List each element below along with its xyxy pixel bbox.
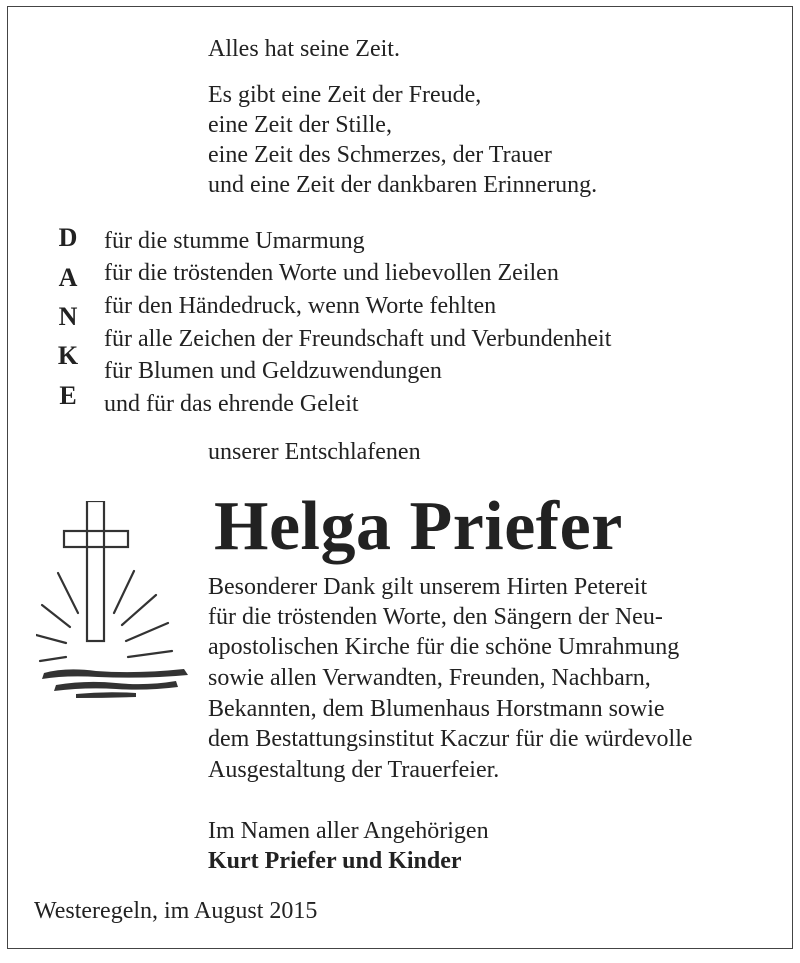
- special-thanks-line: Ausgestaltung der Trauerfeier.: [208, 757, 500, 783]
- danke-letter: E: [59, 381, 77, 410]
- poem-line: eine Zeit der Stille,: [208, 112, 392, 138]
- thanks-line: und für das ehrende Geleit: [104, 391, 359, 417]
- thanks-line: für Blumen und Geldzuwendungen: [104, 358, 442, 384]
- cross-sunrise-icon: [36, 501, 198, 699]
- danke-letter: A: [58, 263, 78, 292]
- obituary-notice: [7, 6, 793, 949]
- special-thanks-line: Besonderer Dank gilt unserem Hirten Petereit: [208, 574, 648, 600]
- signature-intro: Im Namen aller Angehörigen: [208, 818, 489, 844]
- danke-letter: K: [57, 341, 79, 370]
- danke-letter: N: [58, 302, 78, 331]
- poem-line: und eine Zeit der dankbaren Erinnerung.: [208, 172, 598, 198]
- intro-line: unserer Entschlafenen: [208, 439, 421, 465]
- motto: Alles hat seine Zeit.: [208, 36, 400, 62]
- danke-letter: D: [58, 223, 78, 252]
- special-thanks-line: sowie allen Verwandten, Freunden, Nachbarn,: [208, 665, 651, 691]
- deceased-name: Helga Priefer: [214, 488, 623, 565]
- thanks-line: für alle Zeichen der Freundschaft und Verbundenheit: [104, 326, 612, 352]
- poem-line: eine Zeit des Schmerzes, der Trauer: [208, 142, 552, 168]
- special-thanks-line: für die tröstenden Worte, den Sängern der Neu-: [208, 604, 663, 630]
- special-thanks-line: Bekannten, dem Blumenhaus Horstmann sowie: [208, 696, 665, 722]
- thanks-line: für die stumme Umarmung: [104, 228, 365, 254]
- thanks-line: für den Händedruck, wenn Worte fehlten: [104, 293, 497, 319]
- special-thanks-line: apostolischen Kirche für die schöne Umrahmung: [208, 634, 680, 660]
- special-thanks-line: dem Bestattungsinstitut Kaczur für die würdevolle: [208, 726, 693, 752]
- signature-names: Kurt Priefer und Kinder: [208, 848, 462, 874]
- place-date: Westeregeln, im August 2015: [34, 898, 318, 924]
- thanks-line: für die tröstenden Worte und liebevollen Zeilen: [104, 260, 559, 286]
- poem-line: Es gibt eine Zeit der Freude,: [208, 82, 482, 108]
